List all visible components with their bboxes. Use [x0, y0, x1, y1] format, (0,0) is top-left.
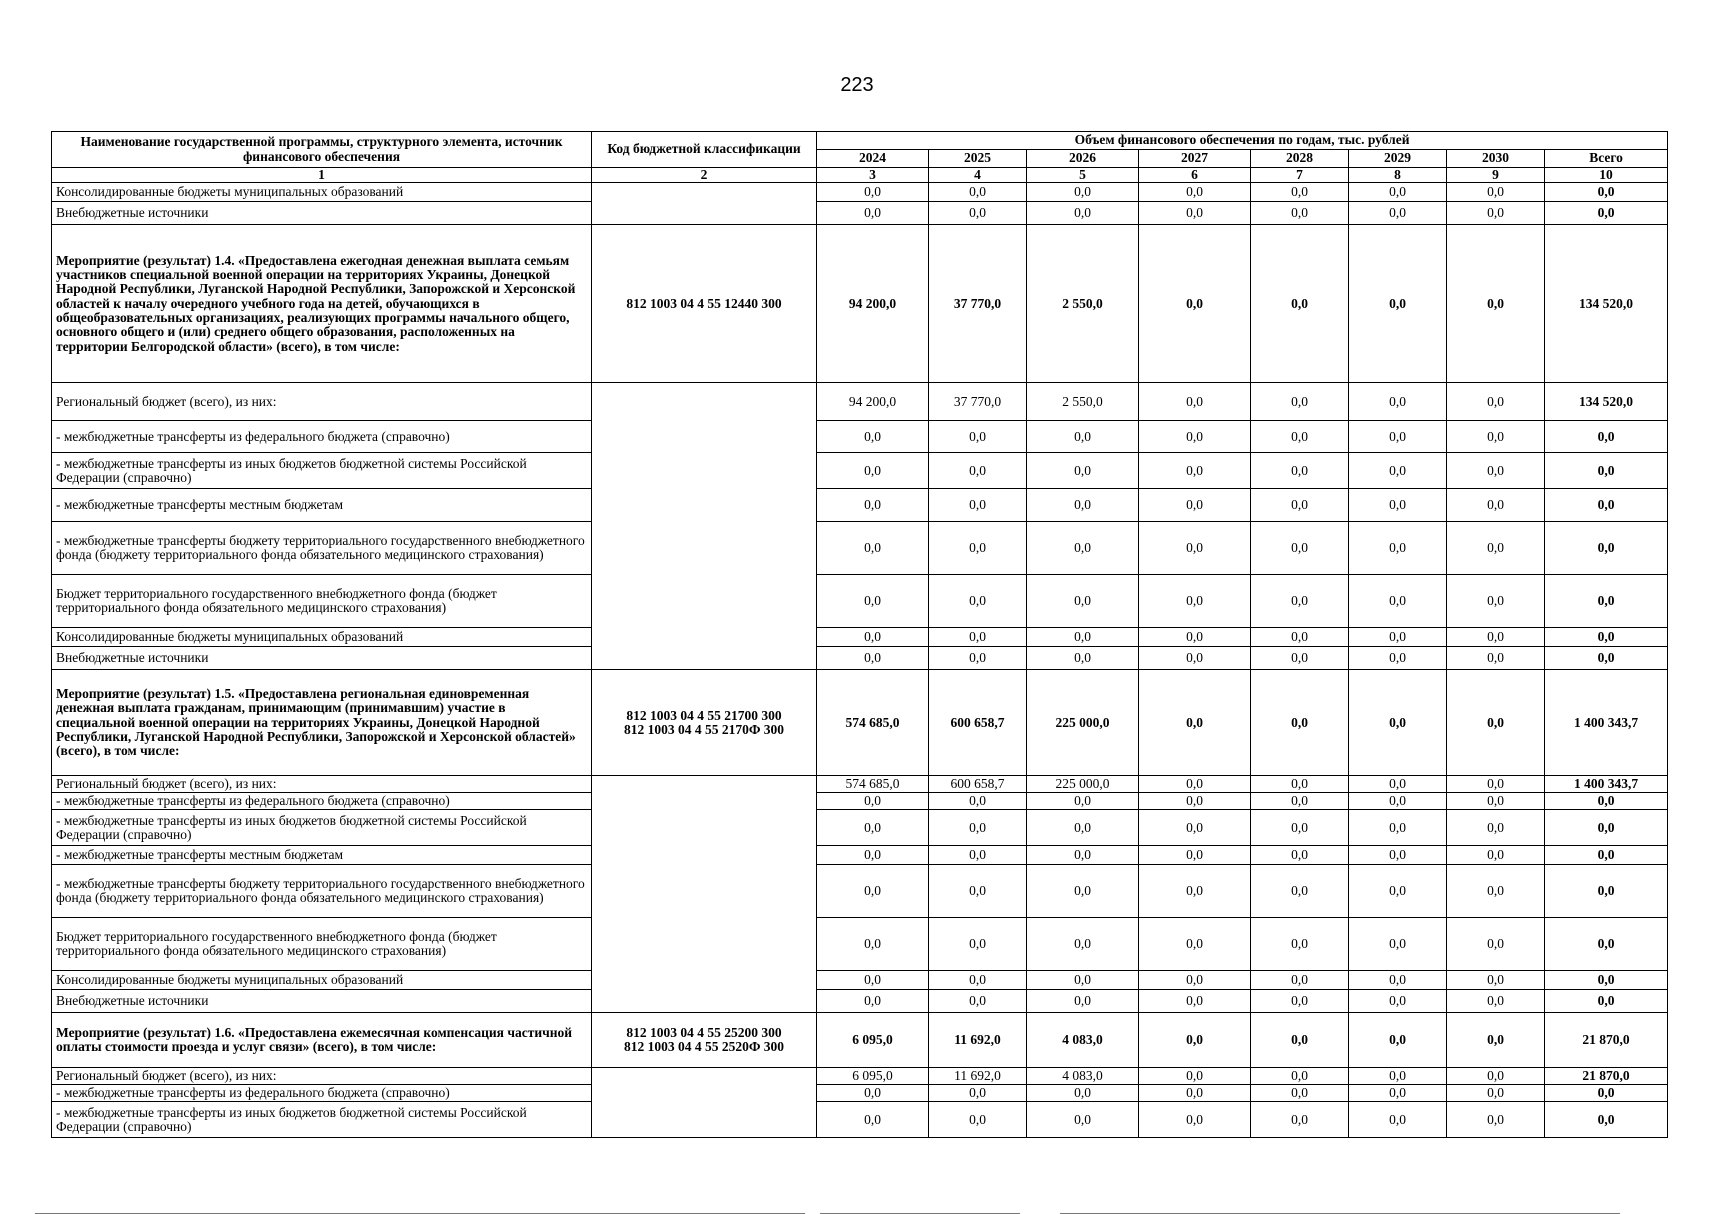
column-index: 10 — [1545, 168, 1668, 183]
budget-code: 812 1003 04 4 55 12440 300 — [626, 295, 782, 311]
value-2029: 0,0 — [1349, 846, 1447, 865]
value-2028: 0,0 — [1251, 670, 1349, 776]
measure-name: Мероприятие (результат) 1.4. «Предоставлена ежегодная денежная выплата семьям участников специальной военной операции на территориях Украины, Донецкой Народной Республики, Луганской Народной Республики, Запорожской и Херсонской областей к началу очередного учебного года на детей, обучающихся в общеобразовательных организациях, реализующих программы начального общего, основного общего и (или) среднего общего образования, расположенных на территории Белгородской области» (всего), в том числе: — [52, 225, 592, 383]
measure-row — [52, 225, 1668, 383]
value-total: 0,0 — [1545, 522, 1668, 575]
column-index: 8 — [1349, 168, 1447, 183]
value-2024: 0,0 — [817, 421, 929, 453]
source-row — [52, 489, 1668, 522]
value-2025: 600 658,7 — [929, 776, 1027, 793]
value-2026: 0,0 — [1027, 183, 1139, 202]
source-name: - межбюджетные трансферты местным бюджетам — [52, 489, 592, 522]
value-2025: 37 770,0 — [929, 225, 1027, 383]
value-total: 134 520,0 — [1545, 225, 1668, 383]
value-2025: 0,0 — [929, 453, 1027, 489]
value-2027: 0,0 — [1139, 522, 1251, 575]
value-2029: 0,0 — [1349, 453, 1447, 489]
value-2028: 0,0 — [1251, 846, 1349, 865]
value-2024: 0,0 — [817, 865, 929, 918]
value-2030: 0,0 — [1447, 990, 1545, 1013]
source-row — [52, 865, 1668, 918]
value-2024: 0,0 — [817, 990, 929, 1013]
column-index: 6 — [1139, 168, 1251, 183]
value-2027: 0,0 — [1139, 575, 1251, 628]
value-2028: 0,0 — [1251, 489, 1349, 522]
value-2026: 4 083,0 — [1027, 1013, 1139, 1068]
header-name: Наименование государственной программы, структурного элемента, источник финансового обеспечения — [52, 132, 592, 168]
value-2024: 0,0 — [817, 1085, 929, 1102]
value-2026: 0,0 — [1027, 421, 1139, 453]
value-2025: 11 692,0 — [929, 1068, 1027, 1085]
value-2030: 0,0 — [1447, 846, 1545, 865]
source-name: Внебюджетные источники — [52, 990, 592, 1013]
value-2024: 0,0 — [817, 489, 929, 522]
value-2024: 0,0 — [817, 647, 929, 670]
value-2026: 0,0 — [1027, 202, 1139, 225]
value-2029: 0,0 — [1349, 990, 1447, 1013]
value-2026: 4 083,0 — [1027, 1068, 1139, 1085]
value-2024: 0,0 — [817, 1102, 929, 1138]
header-year: 2029 — [1349, 150, 1447, 168]
value-2027: 0,0 — [1139, 647, 1251, 670]
value-2025: 0,0 — [929, 846, 1027, 865]
value-2030: 0,0 — [1447, 575, 1545, 628]
value-total: 0,0 — [1545, 489, 1668, 522]
budget-code-cell — [592, 1013, 817, 1068]
value-total: 0,0 — [1545, 453, 1668, 489]
source-row — [52, 628, 1668, 647]
header-code: Код бюджетной классификации — [592, 132, 817, 168]
source-name: Внебюджетные источники — [52, 202, 592, 225]
source-row — [52, 810, 1668, 846]
value-2024: 0,0 — [817, 918, 929, 971]
value-total: 0,0 — [1545, 990, 1668, 1013]
value-2027: 0,0 — [1139, 489, 1251, 522]
value-2030: 0,0 — [1447, 1068, 1545, 1085]
source-name: - межбюджетные трансферты из федерального бюджета (справочно) — [52, 421, 592, 453]
value-2025: 0,0 — [929, 990, 1027, 1013]
value-2028: 0,0 — [1251, 183, 1349, 202]
value-2024: 574 685,0 — [817, 776, 929, 793]
source-name: Региональный бюджет (всего), из них: — [52, 383, 592, 421]
value-2028: 0,0 — [1251, 225, 1349, 383]
value-2029: 0,0 — [1349, 1013, 1447, 1068]
value-2027: 0,0 — [1139, 1013, 1251, 1068]
value-2027: 0,0 — [1139, 183, 1251, 202]
value-2028: 0,0 — [1251, 1068, 1349, 1085]
value-2024: 94 200,0 — [817, 383, 929, 421]
value-2030: 0,0 — [1447, 1085, 1545, 1102]
value-2025: 0,0 — [929, 793, 1027, 810]
value-2027: 0,0 — [1139, 810, 1251, 846]
value-2028: 0,0 — [1251, 383, 1349, 421]
value-2029: 0,0 — [1349, 202, 1447, 225]
value-2030: 0,0 — [1447, 1013, 1545, 1068]
value-2025: 37 770,0 — [929, 383, 1027, 421]
value-2026: 0,0 — [1027, 1085, 1139, 1102]
value-2025: 600 658,7 — [929, 670, 1027, 776]
value-total: 0,0 — [1545, 202, 1668, 225]
value-2030: 0,0 — [1447, 971, 1545, 990]
measure-row — [52, 670, 1668, 776]
value-2024: 0,0 — [817, 522, 929, 575]
column-index: 3 — [817, 168, 929, 183]
source-row — [52, 647, 1668, 670]
value-total: 1 400 343,7 — [1545, 776, 1668, 793]
value-2024: 0,0 — [817, 183, 929, 202]
source-row — [52, 846, 1668, 865]
value-total: 0,0 — [1545, 628, 1668, 647]
value-2026: 0,0 — [1027, 453, 1139, 489]
source-name: - межбюджетные трансферты из иных бюджетов бюджетной системы Российской Федерации (справочно) — [52, 1102, 592, 1138]
value-2029: 0,0 — [1349, 670, 1447, 776]
value-2029: 0,0 — [1349, 628, 1447, 647]
value-2027: 0,0 — [1139, 846, 1251, 865]
value-2027: 0,0 — [1139, 776, 1251, 793]
value-2029: 0,0 — [1349, 421, 1447, 453]
value-2030: 0,0 — [1447, 489, 1545, 522]
budget-code-cell-empty — [592, 183, 817, 225]
value-2024: 0,0 — [817, 575, 929, 628]
value-2027: 0,0 — [1139, 971, 1251, 990]
value-2029: 0,0 — [1349, 865, 1447, 918]
value-2027: 0,0 — [1139, 383, 1251, 421]
value-2028: 0,0 — [1251, 575, 1349, 628]
value-2025: 0,0 — [929, 647, 1027, 670]
source-name: - межбюджетные трансферты бюджету территориального государственного внебюджетного фонда (бюджету территориального фонда обязательного медицинского страхования) — [52, 522, 592, 575]
budget-code: 812 1003 04 4 55 2520Ф 300 — [623, 1039, 785, 1055]
value-2027: 0,0 — [1139, 453, 1251, 489]
value-2026: 0,0 — [1027, 628, 1139, 647]
value-2026: 0,0 — [1027, 647, 1139, 670]
source-row — [52, 1102, 1668, 1138]
value-total: 0,0 — [1545, 1102, 1668, 1138]
value-2025: 0,0 — [929, 628, 1027, 647]
value-2025: 11 692,0 — [929, 1013, 1027, 1068]
value-2030: 0,0 — [1447, 421, 1545, 453]
value-2028: 0,0 — [1251, 1013, 1349, 1068]
value-2030: 0,0 — [1447, 522, 1545, 575]
value-2024: 6 095,0 — [817, 1013, 929, 1068]
value-2029: 0,0 — [1349, 1068, 1447, 1085]
value-2027: 0,0 — [1139, 918, 1251, 971]
value-2029: 0,0 — [1349, 1102, 1447, 1138]
header-year: 2028 — [1251, 150, 1349, 168]
value-2028: 0,0 — [1251, 628, 1349, 647]
value-2026: 0,0 — [1027, 575, 1139, 628]
measure-name: Мероприятие (результат) 1.5. «Предоставлена региональная единовременная денежная выплата гражданам, принимающим (принимавшим) участие в специальной военной операции на территориях Украины, Донецкой Народной Республики, Луганской Народной Республики, Запорожской и Херсонской областей» (всего), в том числе: — [52, 670, 592, 776]
value-2024: 0,0 — [817, 810, 929, 846]
value-total: 0,0 — [1545, 918, 1668, 971]
value-2029: 0,0 — [1349, 383, 1447, 421]
value-2030: 0,0 — [1447, 453, 1545, 489]
source-row — [52, 202, 1668, 225]
value-2024: 6 095,0 — [817, 1068, 929, 1085]
value-2029: 0,0 — [1349, 647, 1447, 670]
budget-code: 812 1003 04 4 55 25200 300 — [626, 1025, 782, 1040]
value-2030: 0,0 — [1447, 628, 1545, 647]
value-2025: 0,0 — [929, 575, 1027, 628]
value-2027: 0,0 — [1139, 670, 1251, 776]
value-2027: 0,0 — [1139, 990, 1251, 1013]
column-index: 2 — [592, 168, 817, 183]
value-total: 0,0 — [1545, 810, 1668, 846]
value-2026: 0,0 — [1027, 810, 1139, 846]
value-total: 1 400 343,7 — [1545, 670, 1668, 776]
budget-code-cell-empty — [592, 1068, 817, 1138]
source-row — [52, 421, 1668, 453]
budget-code-cell-empty — [592, 776, 817, 1013]
source-row — [52, 971, 1668, 990]
value-2028: 0,0 — [1251, 1102, 1349, 1138]
value-2029: 0,0 — [1349, 575, 1447, 628]
value-2029: 0,0 — [1349, 810, 1447, 846]
value-2028: 0,0 — [1251, 776, 1349, 793]
value-total: 134 520,0 — [1545, 383, 1668, 421]
value-2024: 0,0 — [817, 971, 929, 990]
value-total: 0,0 — [1545, 793, 1668, 810]
source-name: Региональный бюджет (всего), из них: — [52, 1068, 592, 1085]
value-2026: 225 000,0 — [1027, 776, 1139, 793]
value-2030: 0,0 — [1447, 647, 1545, 670]
value-2027: 0,0 — [1139, 421, 1251, 453]
column-index: 9 — [1447, 168, 1545, 183]
value-2026: 225 000,0 — [1027, 670, 1139, 776]
value-2026: 0,0 — [1027, 846, 1139, 865]
value-total: 0,0 — [1545, 1085, 1668, 1102]
value-2030: 0,0 — [1447, 670, 1545, 776]
value-2029: 0,0 — [1349, 225, 1447, 383]
value-2030: 0,0 — [1447, 1102, 1545, 1138]
source-name: Региональный бюджет (всего), из них: — [52, 776, 592, 793]
value-2024: 0,0 — [817, 628, 929, 647]
source-row — [52, 383, 1668, 421]
value-2026: 0,0 — [1027, 793, 1139, 810]
value-2028: 0,0 — [1251, 421, 1349, 453]
value-2025: 0,0 — [929, 1085, 1027, 1102]
header-year: 2030 — [1447, 150, 1545, 168]
column-index-row — [52, 168, 1668, 183]
value-2029: 0,0 — [1349, 776, 1447, 793]
value-2030: 0,0 — [1447, 793, 1545, 810]
value-2025: 0,0 — [929, 202, 1027, 225]
value-2029: 0,0 — [1349, 971, 1447, 990]
value-2026: 0,0 — [1027, 971, 1139, 990]
value-total: 0,0 — [1545, 421, 1668, 453]
source-row — [52, 522, 1668, 575]
value-2030: 0,0 — [1447, 183, 1545, 202]
source-row — [52, 990, 1668, 1013]
value-total: 0,0 — [1545, 183, 1668, 202]
source-name: Консолидированные бюджеты муниципальных образований — [52, 183, 592, 202]
source-name: - межбюджетные трансферты из федерального бюджета (справочно) — [52, 793, 592, 810]
value-2030: 0,0 — [1447, 810, 1545, 846]
value-2029: 0,0 — [1349, 183, 1447, 202]
page-number: 223 — [840, 74, 874, 96]
value-2025: 0,0 — [929, 865, 1027, 918]
budget-code-cell-empty — [592, 383, 817, 670]
value-2026: 2 550,0 — [1027, 383, 1139, 421]
value-2027: 0,0 — [1139, 225, 1251, 383]
value-2028: 0,0 — [1251, 1085, 1349, 1102]
source-row — [52, 793, 1668, 810]
column-index: 5 — [1027, 168, 1139, 183]
value-total: 21 870,0 — [1545, 1068, 1668, 1085]
value-total: 0,0 — [1545, 575, 1668, 628]
value-2028: 0,0 — [1251, 918, 1349, 971]
value-2026: 0,0 — [1027, 489, 1139, 522]
measure-row — [52, 1013, 1668, 1068]
value-2030: 0,0 — [1447, 865, 1545, 918]
value-2028: 0,0 — [1251, 793, 1349, 810]
source-row — [52, 183, 1668, 202]
source-name: Бюджет территориального государственного внебюджетного фонда (бюджет территориального фонда обязательного медицинского страхования) — [52, 918, 592, 971]
source-name: Бюджет территориального государственного внебюджетного фонда (бюджет территориального фонда обязательного медицинского страхования) — [52, 575, 592, 628]
value-2024: 0,0 — [817, 202, 929, 225]
value-2028: 0,0 — [1251, 647, 1349, 670]
value-2029: 0,0 — [1349, 1085, 1447, 1102]
value-2024: 574 685,0 — [817, 670, 929, 776]
value-2030: 0,0 — [1447, 202, 1545, 225]
value-2029: 0,0 — [1349, 918, 1447, 971]
value-2028: 0,0 — [1251, 990, 1349, 1013]
value-total: 0,0 — [1545, 647, 1668, 670]
value-2024: 94 200,0 — [817, 225, 929, 383]
budget-code-cell — [592, 670, 817, 776]
source-row — [52, 575, 1668, 628]
source-name: - межбюджетные трансферты местным бюджетам — [52, 846, 592, 865]
value-2027: 0,0 — [1139, 1102, 1251, 1138]
value-2026: 0,0 — [1027, 990, 1139, 1013]
value-2025: 0,0 — [929, 522, 1027, 575]
value-2030: 0,0 — [1447, 383, 1545, 421]
source-name: - межбюджетные трансферты из иных бюджетов бюджетной системы Российской Федерации (справочно) — [52, 453, 592, 489]
value-2027: 0,0 — [1139, 1068, 1251, 1085]
value-2027: 0,0 — [1139, 1085, 1251, 1102]
value-2030: 0,0 — [1447, 776, 1545, 793]
financing-table — [51, 131, 1668, 1138]
header-total: Всего — [1545, 150, 1668, 168]
value-2025: 0,0 — [929, 183, 1027, 202]
value-2025: 0,0 — [929, 489, 1027, 522]
value-2025: 0,0 — [929, 810, 1027, 846]
value-2029: 0,0 — [1349, 793, 1447, 810]
value-2027: 0,0 — [1139, 865, 1251, 918]
value-2028: 0,0 — [1251, 202, 1349, 225]
value-2024: 0,0 — [817, 453, 929, 489]
value-total: 0,0 — [1545, 865, 1668, 918]
value-2026: 2 550,0 — [1027, 225, 1139, 383]
value-2027: 0,0 — [1139, 628, 1251, 647]
value-2025: 0,0 — [929, 971, 1027, 990]
value-2028: 0,0 — [1251, 971, 1349, 990]
header-year: 2026 — [1027, 150, 1139, 168]
column-index: 1 — [52, 168, 592, 183]
value-2029: 0,0 — [1349, 489, 1447, 522]
value-2025: 0,0 — [929, 1102, 1027, 1138]
value-2028: 0,0 — [1251, 522, 1349, 575]
value-2028: 0,0 — [1251, 810, 1349, 846]
budget-code: 812 1003 04 4 55 21700 300 — [626, 707, 782, 723]
value-2026: 0,0 — [1027, 918, 1139, 971]
value-2025: 0,0 — [929, 918, 1027, 971]
source-name: - межбюджетные трансферты из федерального бюджета (справочно) — [52, 1085, 592, 1102]
source-row — [52, 918, 1668, 971]
header-year: 2027 — [1139, 150, 1251, 168]
value-total: 21 870,0 — [1545, 1013, 1668, 1068]
source-name: Консолидированные бюджеты муниципальных образований — [52, 628, 592, 647]
value-2027: 0,0 — [1139, 202, 1251, 225]
source-name: Консолидированные бюджеты муниципальных образований — [52, 971, 592, 990]
header-year: 2024 — [817, 150, 929, 168]
source-name: - межбюджетные трансферты бюджету территориального государственного внебюджетного фонда (бюджету территориального фонда обязательного медицинского страхования) — [52, 865, 592, 918]
value-2028: 0,0 — [1251, 865, 1349, 918]
source-row — [52, 453, 1668, 489]
value-2028: 0,0 — [1251, 453, 1349, 489]
budget-code-cell — [592, 225, 817, 383]
value-total: 0,0 — [1545, 846, 1668, 865]
source-name: - межбюджетные трансферты из иных бюджетов бюджетной системы Российской Федерации (справочно) — [52, 810, 592, 846]
value-2026: 0,0 — [1027, 1102, 1139, 1138]
source-row — [52, 1068, 1668, 1085]
value-2026: 0,0 — [1027, 522, 1139, 575]
value-total: 0,0 — [1545, 971, 1668, 990]
budget-code: 812 1003 04 4 55 2170Ф 300 — [623, 721, 785, 737]
value-2024: 0,0 — [817, 793, 929, 810]
value-2024: 0,0 — [817, 846, 929, 865]
source-row — [52, 776, 1668, 793]
header-year: 2025 — [929, 150, 1027, 168]
value-2025: 0,0 — [929, 421, 1027, 453]
column-index: 7 — [1251, 168, 1349, 183]
value-2026: 0,0 — [1027, 865, 1139, 918]
table-body — [52, 183, 1668, 1138]
value-2027: 0,0 — [1139, 793, 1251, 810]
value-2029: 0,0 — [1349, 522, 1447, 575]
value-2030: 0,0 — [1447, 225, 1545, 383]
source-row — [52, 1085, 1668, 1102]
source-name: Внебюджетные источники — [52, 647, 592, 670]
value-2030: 0,0 — [1447, 918, 1545, 971]
header-volume: Объем финансового обеспечения по годам, тыс. рублей — [817, 132, 1668, 150]
measure-name: Мероприятие (результат) 1.6. «Предоставлена ежемесячная компенсация частичной оплаты стоимости проезда и услуг связи» (всего), в том числе: — [52, 1013, 592, 1068]
column-index: 4 — [929, 168, 1027, 183]
